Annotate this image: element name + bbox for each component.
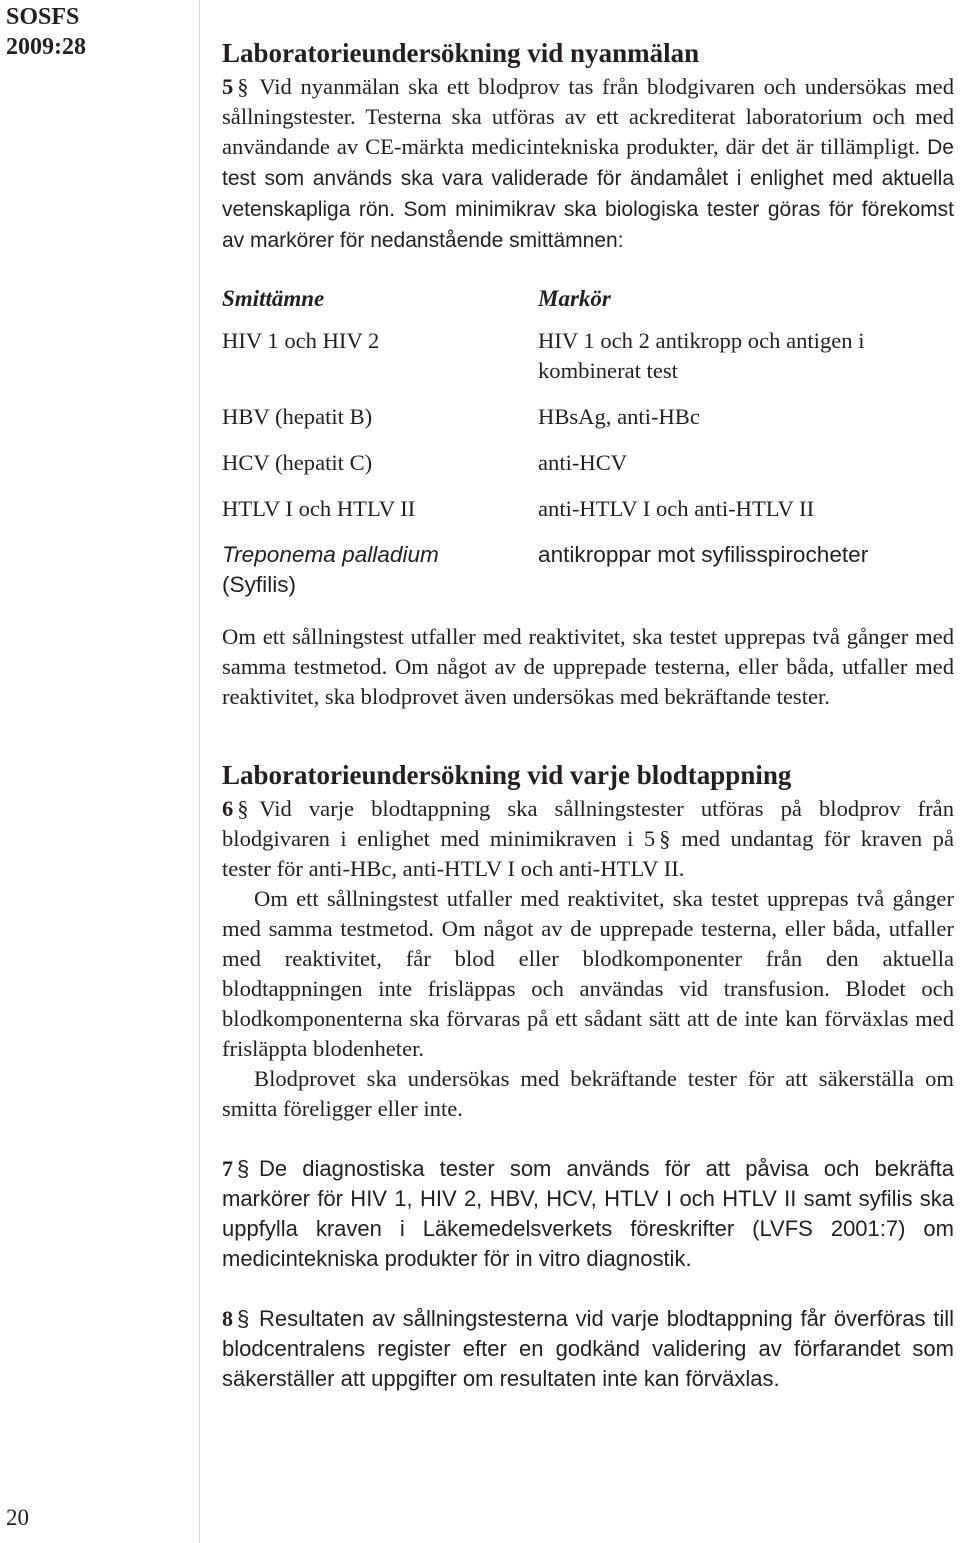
agent-cell — [222, 540, 538, 616]
marker-cell: anti-HCV — [538, 450, 628, 475]
paragraph-number: 6 — [222, 796, 234, 821]
table-row — [222, 494, 954, 540]
paragraph-number: 8 — [222, 1306, 233, 1331]
paragraph-6-part-3: Blodprovet ska undersökas med bekräftande tester för att säkerställa om smitta föreligger eller inte. — [222, 1066, 954, 1121]
paragraph-text: Resultaten av sållningstesterna vid varje blodtappning får överföras till blodcentralens register efter en godkänd validering av förfarandet som säkerställer att uppgifter om resultaten inte kan förväxlas. — [222, 1306, 954, 1391]
section-symbol: § — [237, 74, 249, 99]
paragraph-6 — [222, 794, 954, 884]
doc-series: SOSFS — [6, 4, 80, 30]
margin-divider — [199, 0, 200, 1543]
doc-number: 2009:28 — [6, 34, 86, 60]
marker-cell: antikroppar mot syfilisspirocheter — [538, 542, 869, 567]
paragraph-text: Vid varje blodtappning ska sållningstester utföras på blodprov från blodgivaren i enlighet med minimikraven i 5 — [222, 796, 954, 851]
paragraph-text: med undantag för kraven på tester för anti-HBc, anti-HTLV I och anti-HTLV II. — [222, 826, 954, 881]
section-symbol: § — [237, 796, 249, 821]
section-heading-blodtappning: Laboratorieundersökning vid varje blodtappning — [222, 760, 792, 790]
table-row — [222, 402, 954, 448]
paragraph-text: De diagnostiska tester som används för att påvisa och bekräfta markörer för HIV 1, HIV 2, HBV, HCV, HTLV I och HTLV II samt syfilis ska uppfylla kraven i Läkemedelsverkets föreskrifter (LVFS 2001:7) om medicintekniska produkter för in vitro diagnostik. — [222, 1156, 954, 1271]
section-symbol: § — [659, 826, 671, 851]
main-content — [222, 36, 954, 1394]
agent-latin-name: Treponema palladium — [222, 542, 439, 567]
section-symbol: § — [237, 1156, 250, 1181]
section-heading-nyanmalan: Laboratorieundersökning vid nyanmälan — [222, 38, 700, 68]
agent-common-name: (Syfilis) — [222, 572, 297, 597]
paragraph-5 — [222, 72, 954, 256]
page-number: 20 — [6, 1505, 29, 1530]
marker-cell: anti-HTLV I och anti-HTLV II — [538, 496, 815, 521]
agent-cell: HIV 1 och HIV 2 — [222, 328, 380, 353]
table-row — [222, 540, 954, 616]
table-row — [222, 326, 954, 402]
paragraph-number: 5 — [222, 74, 234, 99]
paragraph-6-part-2: Om ett sållningstest utfaller med reaktivitet, ska testet upprepas två gånger med samma testmetod. Om något av de upprepade testerna, eller båda, utfaller med reaktivitet, får blod eller blodkomponenter från den aktuella blodtappningen inte frisläppas och användas vid transfusion. Blodet och blodkomponenterna ska förvaras på ett sådant sätt att de inte kan förväxlas med frisläppta blodenheter. — [222, 886, 954, 1061]
column-header-agent: Smittämne — [222, 286, 325, 311]
agent-cell: HTLV I och HTLV II — [222, 496, 416, 521]
document-id — [6, 2, 86, 62]
paragraph-number: 7 — [222, 1156, 233, 1181]
paragraph-text-sans: De test som används ska vara validerade för ändamålet i enlighet med aktuella vetenskapliga rön. Som minimikrav ska biologiska tester göras för förekomst av markörer för nedanstående smittämnen: — [222, 136, 954, 252]
agent-cell: HBV (hepatit B) — [222, 404, 373, 429]
paragraph-8 — [222, 1304, 954, 1394]
marker-table — [222, 286, 954, 616]
paragraph-after-table: Om ett sållningstest utfaller med reaktivitet, ska testet upprepas två gånger med samma testmetod. Om något av de upprepade testerna, eller båda, utfaller med reaktivitet, ska blodprovet även undersökas med bekräftande tester. — [222, 624, 954, 709]
paragraph-7 — [222, 1154, 954, 1274]
marker-cell: HBsAg, anti-HBc — [538, 404, 700, 429]
table-row — [222, 448, 954, 494]
agent-cell: HCV (hepatit C) — [222, 450, 373, 475]
section-symbol: § — [237, 1306, 250, 1331]
marker-cell: HIV 1 och 2 antikropp och antigen i kombinerat test — [538, 328, 865, 383]
paragraph-text: Vid nyanmälan ska ett blodprov tas från blodgivaren och undersökas med sållningstester. Testerna ska utföras av ett ackrediterat laboratorium och med användande av CE-märkta medicintekniska produkter, där det är tillämpligt. — [222, 74, 954, 159]
column-header-marker: Markör — [538, 286, 611, 311]
